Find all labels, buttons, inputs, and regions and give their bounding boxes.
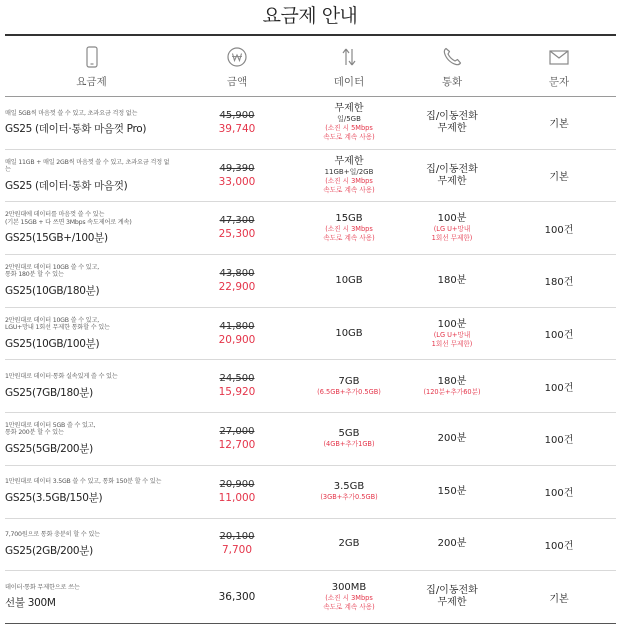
call-note: (LG U+망내 1회선 무제한) xyxy=(431,330,473,348)
price-discounted: 11,000 xyxy=(218,491,256,504)
sms-cell xyxy=(502,571,616,623)
plan-name: GS25 (데이터·통화 마음껏 Pro) xyxy=(5,123,147,136)
table-row[interactable] xyxy=(5,308,616,361)
data-amount: 10GB xyxy=(335,327,363,339)
table-row[interactable] xyxy=(5,360,616,413)
header-price-label: 금액 xyxy=(226,76,248,88)
data-amount: 15GB xyxy=(335,213,363,225)
table-header xyxy=(5,36,616,97)
plan-description: 2만원대로 데이터 10GB 쓸 수 있고, 통화 180분 할 수 있는 xyxy=(5,263,99,279)
data-amount: 무제한 xyxy=(334,156,364,168)
call-amount: 집/이동전화 무제한 xyxy=(426,163,478,187)
sms-amount: 기본 xyxy=(549,119,569,131)
data-note: (6.5GB+추가0.5GB) xyxy=(317,387,381,396)
data-cell xyxy=(296,97,402,149)
call-amount: 200분 xyxy=(437,538,467,550)
data-amount: 3.5GB xyxy=(333,481,365,493)
header-plan xyxy=(5,36,178,96)
data-cell xyxy=(296,202,402,254)
data-note: (소진 시 3Mbps 속도로 계속 사용) xyxy=(323,594,375,612)
price-regular: 36,300 xyxy=(218,591,256,604)
header-plan-label: 요금제 xyxy=(76,76,107,88)
header-sms xyxy=(502,36,616,96)
sms-cell xyxy=(502,413,616,465)
price-cell xyxy=(178,413,296,465)
plan-name: GS25(15GB+/100분) xyxy=(5,232,108,245)
plan-description: 1만원대로 데이터·통화 실속있게 쓸 수 있는 xyxy=(5,373,118,381)
price-discounted: 12,700 xyxy=(218,438,256,451)
plan-cell xyxy=(5,571,178,623)
sms-cell xyxy=(502,466,616,518)
call-amount: 집/이동전화 무제한 xyxy=(426,585,478,609)
price-discounted: 7,700 xyxy=(221,544,253,557)
call-cell xyxy=(402,308,502,360)
phone-icon xyxy=(80,45,104,69)
call-amount: 150분 xyxy=(437,485,467,497)
table-row[interactable] xyxy=(5,519,616,572)
sms-amount: 100건 xyxy=(544,540,574,552)
plan-description: 1만원대로 데이터 3.5GB 쓸 수 있고, 통화 150분 할 수 있는 xyxy=(5,478,162,486)
plan-name: GS25(3.5GB/150분) xyxy=(5,491,103,504)
price-cell xyxy=(178,360,296,412)
price-original: 27,000 xyxy=(219,425,255,437)
data-amount: 5GB xyxy=(338,428,360,440)
data-cell xyxy=(296,571,402,623)
price-original: 43,800 xyxy=(219,267,255,279)
plan-cell xyxy=(5,308,178,360)
plan-cell xyxy=(5,255,178,307)
sms-cell xyxy=(502,150,616,202)
plan-description: 데이터·통화 무제한으로 쓰는 xyxy=(5,583,80,591)
price-cell xyxy=(178,202,296,254)
sms-cell xyxy=(502,97,616,149)
data-amount: 300MB xyxy=(331,582,367,594)
header-price xyxy=(178,36,296,96)
price-cell xyxy=(178,308,296,360)
plan-description: 7,700원으로 통화 충분히 할 수 있는 xyxy=(5,531,100,539)
sms-cell xyxy=(502,308,616,360)
price-original: 20,100 xyxy=(219,531,255,543)
price-cell xyxy=(178,150,296,202)
plan-name: 선불 300M xyxy=(5,597,56,610)
price-original: 45,900 xyxy=(219,109,255,121)
won-icon xyxy=(225,45,249,69)
table-row[interactable] xyxy=(5,97,616,150)
plan-description: 1만원대로 데이터 5GB 쓸 수 있고, 통화 200분 할 수 있는 xyxy=(5,421,96,437)
price-discounted: 20,900 xyxy=(218,333,256,346)
mail-icon xyxy=(547,45,571,69)
table-row[interactable] xyxy=(5,413,616,466)
sms-amount: 100건 xyxy=(544,330,574,342)
call-cell xyxy=(402,466,502,518)
table-row[interactable] xyxy=(5,255,616,308)
data-note: (소진 시 3Mbps 속도로 계속 사용) xyxy=(323,225,375,243)
plan-name: GS25(7GB/180분) xyxy=(5,386,93,399)
header-call-label: 통화 xyxy=(441,76,463,88)
sms-cell xyxy=(502,519,616,571)
sms-amount: 100건 xyxy=(544,382,574,394)
call-cell xyxy=(402,413,502,465)
plan-cell xyxy=(5,413,178,465)
call-cell xyxy=(402,360,502,412)
price-cell xyxy=(178,97,296,149)
sms-cell xyxy=(502,255,616,307)
call-cell xyxy=(402,519,502,571)
plan-description: 2만원대에 데이터를 마음껏 쓸 수 있는 (기본 15GB + 다 쓰면 3Mbps 속도제어로 계속) xyxy=(5,211,132,226)
price-discounted: 25,300 xyxy=(218,228,256,241)
plan-name: GS25(5GB/200분) xyxy=(5,442,93,455)
data-cell xyxy=(296,466,402,518)
price-original: 20,900 xyxy=(219,478,255,490)
data-note: (소진 시 3Mbps 속도로 계속 사용) xyxy=(323,177,375,195)
price-cell xyxy=(178,255,296,307)
call-cell xyxy=(402,97,502,149)
table-row[interactable] xyxy=(5,571,616,624)
plan-cell xyxy=(5,202,178,254)
data-amount: 무제한 xyxy=(334,103,364,115)
sms-amount: 180건 xyxy=(544,277,574,289)
data-amount: 10GB xyxy=(335,274,363,286)
plan-description: 매일 11GB + 매일 2GB씩 마음껏 쓸 수 있고, 초과요금 걱정 없는 xyxy=(5,158,170,174)
data-amount: 2GB xyxy=(338,538,360,550)
price-discounted: 22,900 xyxy=(218,280,256,293)
table-row[interactable] xyxy=(5,466,616,519)
call-note: (120분+추가60분) xyxy=(423,387,481,396)
price-cell xyxy=(178,571,296,623)
header-call xyxy=(402,36,502,96)
sms-amount: 기본 xyxy=(549,593,569,605)
plan-name: GS25(10GB/100분) xyxy=(5,337,100,350)
plan-name: GS25(10GB/180분) xyxy=(5,284,100,297)
data-cell xyxy=(296,413,402,465)
data-cell xyxy=(296,360,402,412)
sms-amount: 100건 xyxy=(544,435,574,447)
price-cell xyxy=(178,519,296,571)
sms-cell xyxy=(502,360,616,412)
call-amount: 집/이동전화 무제한 xyxy=(426,110,478,134)
data-detail: 11GB+일/2GB xyxy=(324,168,374,177)
plan-cell xyxy=(5,360,178,412)
plan-cell xyxy=(5,97,178,149)
header-data xyxy=(296,36,402,96)
data-cell xyxy=(296,255,402,307)
call-amount: 180분 xyxy=(437,274,467,286)
plan-name: GS25 (데이터·통화 마음껏) xyxy=(5,179,128,192)
call-cell xyxy=(402,202,502,254)
data-cell xyxy=(296,519,402,571)
header-data-label: 데이터 xyxy=(333,76,365,88)
price-cell xyxy=(178,466,296,518)
data-arrows-icon xyxy=(337,45,361,69)
call-icon xyxy=(440,45,464,69)
price-discounted: 39,740 xyxy=(218,122,256,135)
price-original: 41,800 xyxy=(219,320,255,332)
price-original: 24,500 xyxy=(219,373,255,385)
table-row[interactable] xyxy=(5,150,616,203)
plan-cell xyxy=(5,150,178,202)
plan-description: 매일 5GB씩 마음껏 쓸 수 있고, 초과요금 걱정 없는 xyxy=(5,109,138,117)
call-cell xyxy=(402,150,502,202)
table-row[interactable] xyxy=(5,202,616,255)
call-cell xyxy=(402,255,502,307)
data-amount: 7GB xyxy=(338,375,360,387)
call-amount: 100분 xyxy=(437,318,467,330)
data-note: (4GB+추가1GB) xyxy=(323,440,375,449)
call-amount: 200분 xyxy=(437,432,467,444)
call-cell xyxy=(402,571,502,623)
plan-cell xyxy=(5,519,178,571)
call-amount: 100분 xyxy=(437,213,467,225)
call-amount: 180분 xyxy=(437,375,467,387)
plan-description: 2만원대로 데이터 10GB 쓸 수 있고, LGU+망내 1회선 무제한 통화할 수 있는 xyxy=(5,316,110,332)
plan-table xyxy=(5,34,616,624)
price-discounted: 15,920 xyxy=(218,386,256,399)
sms-cell xyxy=(502,202,616,254)
sms-amount: 100건 xyxy=(544,488,574,500)
price-original: 49,390 xyxy=(219,162,255,174)
data-note: (3GB+추가0.5GB) xyxy=(320,493,378,502)
data-cell xyxy=(296,308,402,360)
sms-amount: 기본 xyxy=(549,172,569,184)
page-title: 요금제 안내 xyxy=(262,5,358,27)
plan-name: GS25(2GB/200분) xyxy=(5,544,93,557)
price-original: 47,300 xyxy=(219,215,255,227)
price-discounted: 33,000 xyxy=(218,175,256,188)
plan-cell xyxy=(5,466,178,518)
data-detail: 일/5GB xyxy=(337,115,361,124)
data-cell xyxy=(296,150,402,202)
plan-rows xyxy=(5,97,616,624)
data-note: (소진 시 5Mbps 속도로 계속 사용) xyxy=(323,124,375,142)
header-sms-label: 문자 xyxy=(548,76,570,88)
sms-amount: 100건 xyxy=(544,224,574,236)
call-note: (LG U+망내 1회선 무제한) xyxy=(431,225,473,243)
